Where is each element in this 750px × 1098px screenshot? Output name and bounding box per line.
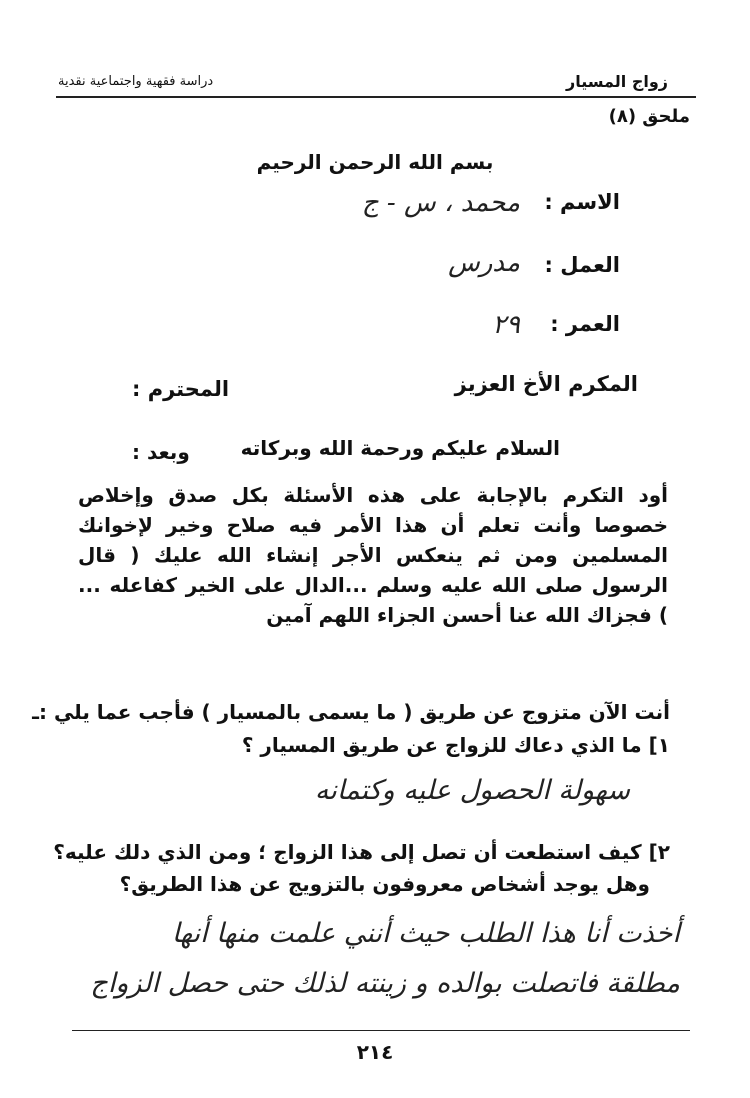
- age-label: العمر :: [550, 312, 620, 336]
- addressee: المكرم الأخ العزيز: [454, 372, 638, 396]
- name-label: الاسم :: [544, 190, 620, 214]
- respected: المحترم :: [132, 377, 230, 401]
- after-greeting: وبعد :: [132, 440, 190, 464]
- page-number: ٢١٤: [356, 1040, 394, 1064]
- questions-intro: أنت الآن متزوج عن طريق ( ما يسمى بالمسيار ) فأجب عما يلي :ـ: [32, 700, 670, 724]
- answer-1: سهولة الحصول عليه وكتمانه: [314, 775, 630, 806]
- question-2-line-1: ٢] كيف استطعت أن تصل إلى هذا الزواج ؛ ومن الذي دلك عليه؟: [53, 840, 670, 864]
- header-rule: [56, 96, 696, 98]
- name-value: محمد ، س - ج: [361, 188, 520, 218]
- answer-2-line-2: مطلقة فاتصلت بوالده و زينته لذلك حتى حصل الزواج: [90, 968, 680, 999]
- age-value: ٢٩: [492, 310, 520, 340]
- greeting: السلام عليكم ورحمة الله وبركاته: [240, 436, 560, 460]
- footer-rule: [72, 1030, 690, 1031]
- job-label: العمل :: [544, 253, 620, 277]
- book-subtitle: دراسة فقهية واجتماعية نقدية: [58, 74, 214, 89]
- answer-2-line-1: أخذت أنا هذا الطلب حيث أنني علمت منها أنها: [171, 918, 680, 949]
- intro-paragraph: أود التكرم بالإجابة على هذه الأسئلة بكل صدق وإخلاص خصوصا وأنت تعلم أن هذا الأمر فيه صلاح وخير لإخوانك المسلمين ومن ثم ينعكس الأجر إنشاء الله عليك ( قال الرسول صلى الله عليه وسلم ...الدال على الخير كفاعله ... ) فجزاك الله عنا أحسن الجزاء اللهم آمين: [78, 483, 668, 627]
- question-1: ١] ما الذي دعاك للزواج عن طريق المسيار ؟: [241, 733, 670, 757]
- book-title: زواج المسيار: [566, 72, 668, 91]
- job-value: مدرس: [448, 248, 520, 278]
- basmala: بسم الله الرحمن الرحيم: [256, 150, 494, 174]
- question-2-line-2: وهل يوجد أشخاص معروفون بالتزويج عن هذا الطريق؟: [119, 872, 650, 896]
- appendix-label: ملحق (٨): [608, 106, 690, 127]
